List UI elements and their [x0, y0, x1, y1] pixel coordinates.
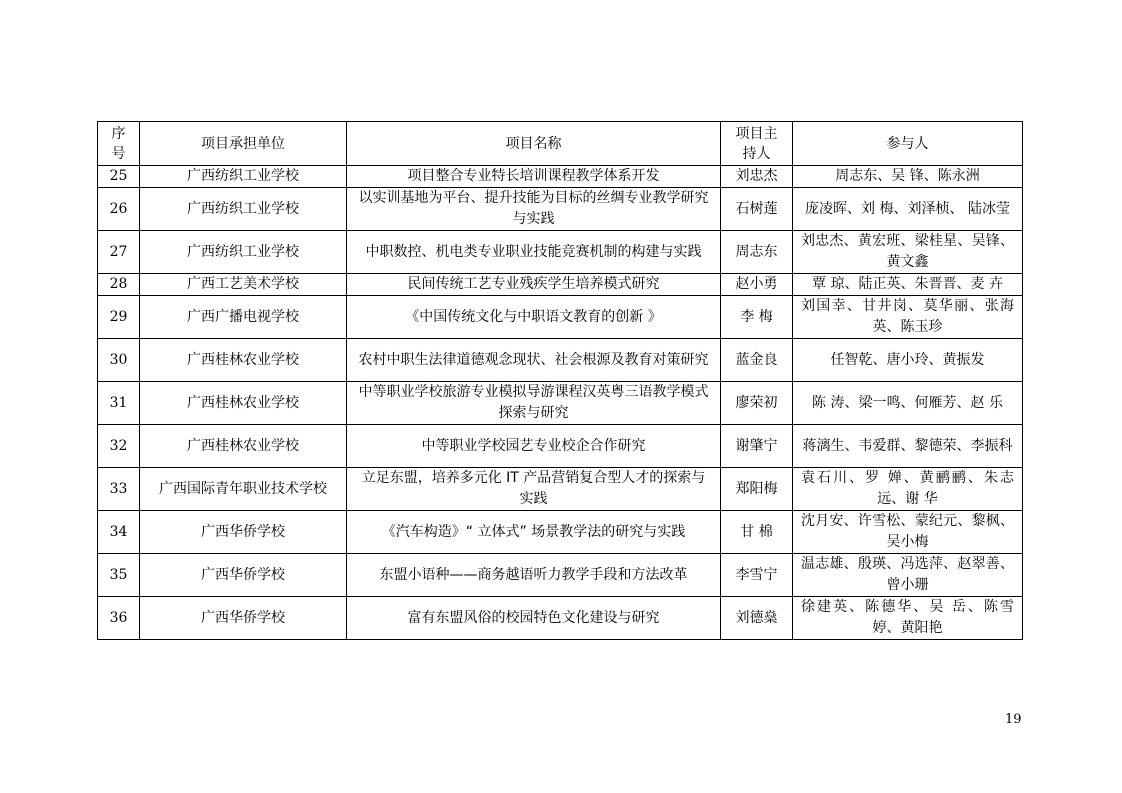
table-row	[98, 382, 1023, 425]
cell-name: 民间传统工艺专业残疾学生培养模式研究	[347, 274, 721, 296]
cell-participants: 袁石川、罗 婵、黄鹂鹂、朱志远、谢 华	[793, 468, 1023, 511]
cell-host: 廖荣初	[721, 382, 793, 425]
cell-seq: 27	[98, 231, 140, 274]
table-row	[98, 425, 1023, 468]
cell-unit: 广西桂林农业学校	[140, 425, 347, 468]
table-row	[98, 511, 1023, 554]
cell-host: 蓝金良	[721, 339, 793, 382]
cell-name: 中职数控、机电类专业职业技能竞赛机制的构建与实践	[347, 231, 721, 274]
cell-participants: 覃 琼、陆正英、朱晋晋、麦 卉	[793, 274, 1023, 296]
table-header-row	[98, 122, 1023, 166]
cell-participants: 沈月安、许雪松、蒙纪元、黎枫、吴小梅	[793, 511, 1023, 554]
cell-seq: 32	[98, 425, 140, 468]
cell-unit: 广西国际青年职业技术学校	[140, 468, 347, 511]
cell-participants: 陈 涛、梁一鸣、何雁芳、赵 乐	[793, 382, 1023, 425]
cell-host: 周志东	[721, 231, 793, 274]
cell-seq: 34	[98, 511, 140, 554]
cell-host: 石树莲	[721, 188, 793, 231]
cell-host: 赵小勇	[721, 274, 793, 296]
cell-host: 刘德燊	[721, 597, 793, 640]
cell-seq: 36	[98, 597, 140, 640]
table-row	[98, 166, 1023, 188]
cell-unit: 广西桂林农业学校	[140, 339, 347, 382]
cell-unit: 广西华侨学校	[140, 511, 347, 554]
projects-table	[97, 121, 1023, 640]
cell-unit: 广西纺织工业学校	[140, 231, 347, 274]
header-name: 项目名称	[347, 122, 721, 166]
cell-seq: 25	[98, 166, 140, 188]
cell-name: 富有东盟风俗的校园特色文化建设与研究	[347, 597, 721, 640]
cell-unit: 广西华侨学校	[140, 597, 347, 640]
cell-participants: 温志雄、殷瑛、冯选萍、赵翠善、曾小珊	[793, 554, 1023, 597]
cell-participants: 任智乾、唐小玲、黄振发	[793, 339, 1023, 382]
cell-seq: 30	[98, 339, 140, 382]
table-row	[98, 554, 1023, 597]
table-row	[98, 274, 1023, 296]
header-unit: 项目承担单位	[140, 122, 347, 166]
table-row	[98, 597, 1023, 640]
table-row	[98, 188, 1023, 231]
cell-unit: 广西广播电视学校	[140, 296, 347, 339]
cell-host: 李雪宁	[721, 554, 793, 597]
header-host: 项目主持人	[721, 122, 793, 166]
header-seq: 序号	[98, 122, 140, 166]
cell-host: 郑阳梅	[721, 468, 793, 511]
cell-name: 中等职业学校园艺专业校企合作研究	[347, 425, 721, 468]
cell-unit: 广西桂林农业学校	[140, 382, 347, 425]
header-participants: 参与人	[793, 122, 1023, 166]
cell-participants: 周志东、吴 锋、陈永洲	[793, 166, 1023, 188]
cell-seq: 28	[98, 274, 140, 296]
cell-name: 中等职业学校旅游专业模拟导游课程汉英粤三语教学模式探索与研究	[347, 382, 721, 425]
cell-name: 《汽车构造》“ 立体式” 场景教学法的研究与实践	[347, 511, 721, 554]
cell-seq: 33	[98, 468, 140, 511]
cell-unit: 广西华侨学校	[140, 554, 347, 597]
table-row	[98, 468, 1023, 511]
cell-host: 李 梅	[721, 296, 793, 339]
cell-name: 东盟小语种——商务越语听力教学手段和方法改革	[347, 554, 721, 597]
cell-participants: 蒋漓生、韦爱群、黎德荣、李振科	[793, 425, 1023, 468]
cell-name: 立足东盟，培养多元化 IT 产品营销复合型人才的探索与实践	[347, 468, 721, 511]
cell-participants: 庞凌晖、刘 梅、刘泽桢、 陆冰莹	[793, 188, 1023, 231]
cell-name: 《中国传统文化与中职语文教育的创新 》	[347, 296, 721, 339]
cell-host: 谢肇宁	[721, 425, 793, 468]
table-row	[98, 339, 1023, 382]
cell-unit: 广西工艺美术学校	[140, 274, 347, 296]
cell-host: 甘 棉	[721, 511, 793, 554]
cell-seq: 26	[98, 188, 140, 231]
cell-seq: 29	[98, 296, 140, 339]
cell-host: 刘忠杰	[721, 166, 793, 188]
cell-participants: 徐建英、陈德华、吴 岳、陈雪婷、黄阳艳	[793, 597, 1023, 640]
cell-participants: 刘国幸、甘井岗、莫华丽、张海英、陈玉珍	[793, 296, 1023, 339]
cell-participants: 刘忠杰、黄宏班、梁桂星、吴锋、黄文鑫	[793, 231, 1023, 274]
table-row	[98, 231, 1023, 274]
cell-unit: 广西纺织工业学校	[140, 166, 347, 188]
cell-seq: 35	[98, 554, 140, 597]
table-row	[98, 296, 1023, 339]
page-number: 19	[1005, 712, 1022, 727]
cell-seq: 31	[98, 382, 140, 425]
cell-name: 项目整合专业特长培训课程教学体系开发	[347, 166, 721, 188]
cell-name: 农村中职生法律道德观念现状、社会根源及教育对策研究	[347, 339, 721, 382]
cell-name: 以实训基地为平台、提升技能为目标的丝绸专业教学研究与实践	[347, 188, 721, 231]
cell-unit: 广西纺织工业学校	[140, 188, 347, 231]
